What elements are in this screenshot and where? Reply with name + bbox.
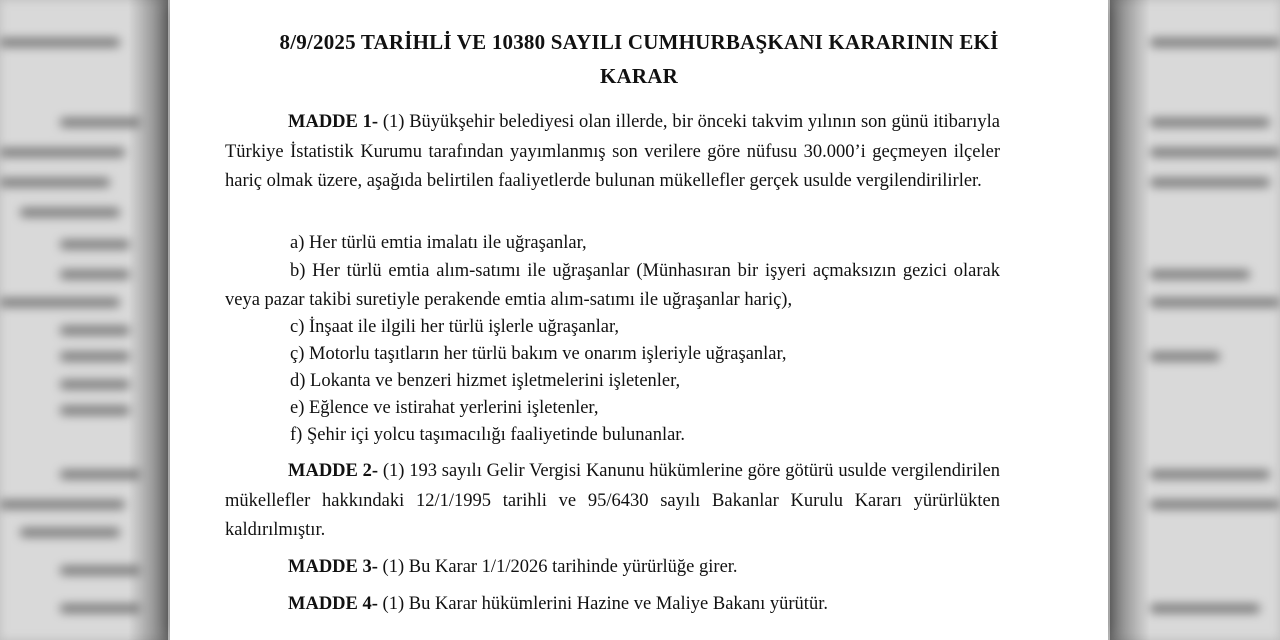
article-2-text: (1) 193 sayılı Gelir Vergisi Kanunu hükümlerine göre götürü usulde vergilendirilen mükellefler hakkındaki 12/1/1995 tarihli ve 95/6430 sayılı Bakanlar Kurulu Kararı yürürlükten kaldırılmıştır.	[225, 461, 1000, 540]
article-2	[225, 457, 1000, 546]
article-1-text: (1) Büyükşehir belediyesi olan illerde, bir önceki takvim yılının son günü itibarıyla Türkiye İstatistik Kurumu tarafından yayımlanmış son verilere göre nüfusu 30.000’i geçmeyen ilçeler hariç olmak üzere, aşağıda belirtilen faaliyetlerde bulunan mükellefler gerçek usulde vergilendirilirler.	[225, 112, 1001, 191]
left-edge-shadow	[128, 0, 168, 640]
list-item-b: b) Her türlü emtia alım-satımı ile uğraşanlar (Münhasıran bir işyeri açmaksızın gezici olarak veya pazar takibi suretiyle perakende emtia alım-satımı ile uğraşanlar hariç),	[225, 261, 1000, 310]
list-item-e: e) Eğlence ve istirahat yerlerini işletenler,	[290, 398, 599, 418]
article-1	[225, 108, 1000, 197]
document-title-line2: KARAR	[600, 64, 678, 88]
article-3-label: MADDE 3-	[288, 557, 378, 577]
article-4	[225, 590, 1000, 620]
list-item-d: d) Lokanta ve benzeri hizmet işletmelerini işletenler,	[290, 371, 681, 391]
list-item-c: c) İnşaat ile ilgili her türlü işlerle uğraşanlar,	[290, 317, 620, 337]
list-item-f: f) Şehir içi yolcu taşımacılığı faaliyetinde bulunanlar.	[290, 425, 686, 445]
list-item-c-cedilla: ç) Motorlu taşıtların her türlü bakım ve onarım işleriyle uğraşanlar,	[290, 344, 787, 364]
document-title-line1: 8/9/2025 TARİHLİ VE 10380 SAYILI CUMHURBAŞKANI KARARININ EKİ	[279, 30, 999, 54]
right-edge-shadow	[1110, 0, 1150, 640]
list-item-a: a) Her türlü emtia imalatı ile uğraşanlar,	[290, 233, 587, 253]
document-page	[170, 0, 1108, 640]
article-4-text: (1) Bu Karar hükümlerini Hazine ve Maliye Bakanı yürütür.	[377, 594, 828, 614]
article-3-text: (1) Bu Karar 1/1/2026 tarihinde yürürlüğe girer.	[377, 557, 738, 577]
article-4-label: MADDE 4-	[288, 594, 378, 614]
article-1-label: MADDE 1-	[288, 112, 379, 132]
article-3	[225, 553, 1000, 583]
article-2-label: MADDE 2-	[288, 461, 379, 481]
